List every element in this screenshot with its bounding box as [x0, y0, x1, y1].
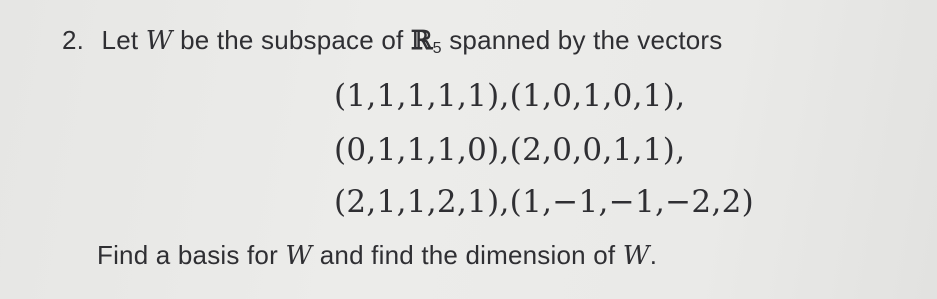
- problem-mid-text: be the subspace of: [180, 25, 404, 55]
- task-mid-text: and find the dimension of: [319, 240, 616, 270]
- subspace-variable: W: [145, 26, 173, 56]
- task-statement: [97, 240, 657, 271]
- vector-row-3: (2,1,1,2,1),(1,−1,−1,−2,2): [334, 184, 755, 220]
- task-end-punct: .: [649, 240, 658, 270]
- vector-row-2: (0,1,1,1,0),(2,0,0,1,1),: [334, 132, 686, 168]
- task-lead-text: Find a basis for: [97, 240, 278, 270]
- vector-row-1: (1,1,1,1,1),(1,0,1,0,1),: [334, 78, 686, 114]
- problem-lead-text: Let: [101, 25, 139, 55]
- vector-space-symbol: [411, 25, 442, 55]
- problem-statement: [62, 25, 722, 58]
- task-variable-1: W: [285, 241, 313, 271]
- task-variable-2: W: [622, 241, 650, 271]
- problem-number: 2.: [62, 25, 85, 55]
- field-symbol: ℝ: [410, 26, 433, 56]
- problem-tail-text: spanned by the vectors: [449, 25, 723, 55]
- field-dimension: 5: [432, 40, 442, 57]
